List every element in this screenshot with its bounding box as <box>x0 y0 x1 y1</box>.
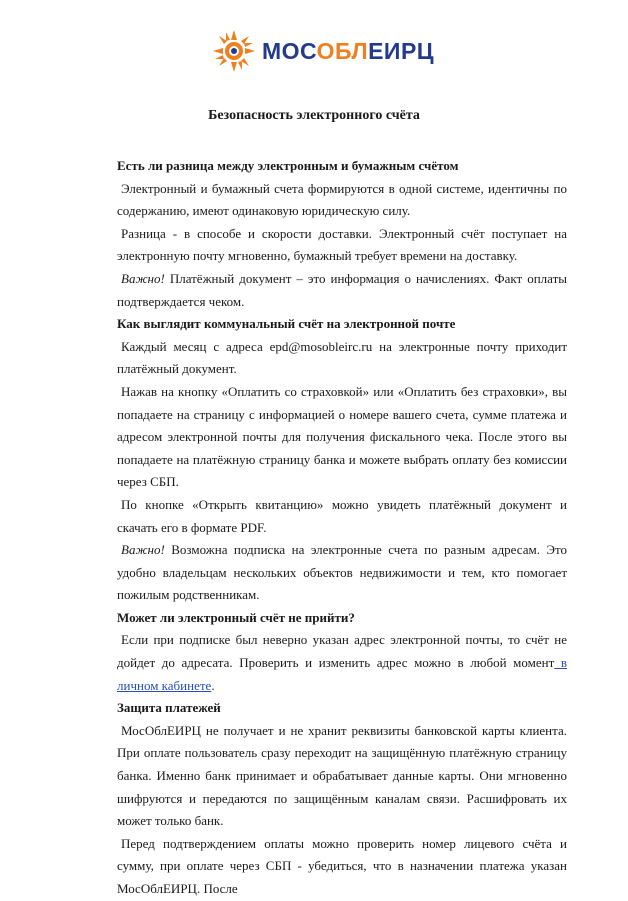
logo-wordmark <box>262 38 434 65</box>
paragraph-important <box>117 268 567 313</box>
logo-part-1: МОС <box>262 37 317 64</box>
paragraph-text: Возможна подписка на электронные счета по разным адресам. Это удобно владельцам нескольких объектов недвижимости и тем, кто помогает пожилым родственникам. <box>117 542 567 603</box>
document-body <box>117 155 567 901</box>
section-heading-email-bill: Как выглядит коммунальный счёт на электронной почте <box>117 316 456 332</box>
personal-account-link[interactable]: в личном кабинете <box>117 655 567 693</box>
sun-logo-icon <box>212 29 256 73</box>
paragraph-text: Платёжный документ – это информация о начислениях. Факт оплаты подтверждается чеком. <box>117 270 567 309</box>
paragraph <box>117 629 567 697</box>
logo-part-3: ЕИРЦ <box>368 37 435 64</box>
paragraph: Перед подтверждением оплаты можно проверить номер лицевого счёта и сумму, при оплате через СБП - убедиться, что в назначении платежа указан МосОблЕИРЦ. После <box>117 835 567 896</box>
logo-part-2: ОБЛ <box>316 37 369 64</box>
paragraph: МосОблЕИРЦ не получает и не хранит реквизиты банковской карты клиента. При оплате пользователь сразу переходит на защищённую платёжную страницу банка. Именно банк принимает и обрабатывает данные карты. Они мгновенно шифруются и передаются по защищённым каналам связи. Расшифровать их может только банк. <box>117 722 567 829</box>
important-label: Важно! <box>121 270 165 286</box>
section-heading-payment-protection: Защита платежей <box>117 700 221 716</box>
paragraph-text: Если при подписке был неверно указан адрес электронной почты, то счёт не дойдет до адресата. Проверить и изменить адрес можно в любой момент <box>117 632 567 671</box>
page-title: Безопасность электронного счёта <box>208 108 420 123</box>
section-heading-not-delivered: Может ли электронный счёт не прийти? <box>117 609 355 625</box>
company-logo <box>212 30 434 72</box>
paragraph: Электронный и бумажный счета формируются в одной системе, идентичны по содержанию, имеют одинаковую юридическую силу. <box>117 180 567 219</box>
important-label: Важно! <box>121 542 165 558</box>
paragraph: По кнопке «Открыть квитанцию» можно увидеть платёжный документ и скачать его в формате PDF. <box>117 496 567 535</box>
paragraph: Разница - в способе и скорости доставки. Электронный счёт поступает на электронную почту мгновенно, бумажный требует времени на доставку. <box>117 225 567 264</box>
paragraph-end: . <box>211 677 215 693</box>
paragraph: Каждый месяц с адреса epd@mosobleirc.ru на электронные почту приходит платёжный документ. <box>117 338 567 377</box>
paragraph: Нажав на кнопку «Оплатить со страховкой» или «Оплатить без страховки», вы попадаете на страницу с информацией о номере вашего счета, сумме платежа и адресом электронной почты для получения фискального чека. После этого вы попадаете на платёжную страницу банка и можете выбрать оплату без комиссии через СБП. <box>117 383 567 490</box>
section-heading-difference: Есть ли разница между электронным и бумажным счётом <box>117 158 459 173</box>
paragraph-important <box>117 539 567 607</box>
